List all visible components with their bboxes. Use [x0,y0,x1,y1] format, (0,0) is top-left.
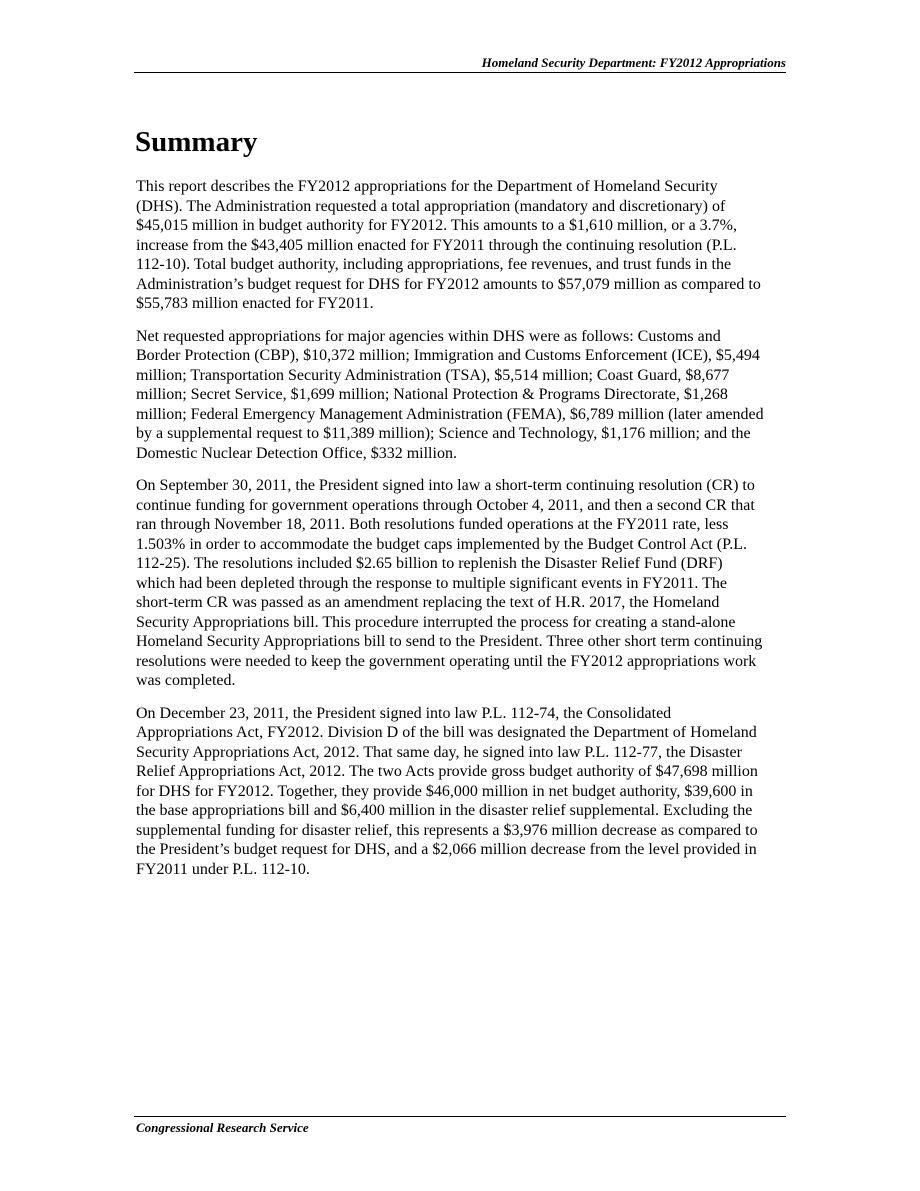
text-line: the base appropriations bill and $6,400 million in the disaster relief supplemental. Excluding the [136,802,753,819]
paragraph-enacted-appropriations [136,704,788,880]
text-line: $45,015 million in budget authority for FY2012. This amounts to a $1,610 million, or a 3.7%, [136,217,737,234]
text-line: FY2011 under P.L. 112-10. [136,860,310,878]
text-line: Relief Appropriations Act, 2012. The two Acts provide gross budget authority of $47,698 million [136,763,758,780]
paragraph-continuing-resolutions [136,476,788,691]
text-line: continue funding for government operations through October 4, 2011, and then a second CR that [136,496,755,514]
paragraph-agency-requests [136,327,788,464]
text-line: ran through November 18, 2011. Both resolutions funded operations at the FY2011 rate, less [136,516,729,533]
text-line: On September 30, 2011, the President signed into law a short-term continuing resolution (CR) to [136,477,755,494]
text-line: supplemental funding for disaster relief, this represents a $3,976 million decrease as compared to [136,821,758,839]
text-line: the President’s budget request for DHS, and a $2,066 million decrease from the level provided in [136,841,757,858]
text-line: (DHS). The Administration requested a total appropriation (mandatory and discretionary) of [136,197,726,215]
text-line: million; Federal Emergency Management Administration (FEMA), $6,789 million (later amended [136,405,764,423]
summary-body [136,177,788,892]
text-line: which had been depleted through the response to multiple significant events in FY2011. The [136,574,727,592]
header-rule [134,72,786,73]
text-line: Administration’s budget request for DHS for FY2012 amounts to $57,079 million as compared to [136,275,761,293]
text-line: Security Appropriations Act, 2012. That same day, he signed into law P.L. 112-77, the Disaster [136,743,742,761]
text-line: resolutions were needed to keep the government operating until the FY2012 appropriations work [136,652,757,670]
text-line: for DHS for FY2012. Together, they provide $46,000 million in net budget authority, $39,600 in [136,782,753,800]
text-line: Net requested appropriations for major agencies within DHS were as follows: Customs and [136,327,721,345]
text-line: by a supplemental request to $11,389 million); Science and Technology, $1,176 million; and the [136,425,751,442]
text-line: $55,783 million enacted for FY2011. [136,295,374,312]
text-line: 112-25). The resolutions included $2.65 billion to replenish the Disaster Relief Fund (DRF) [136,555,723,572]
text-line: Border Protection (CBP), $10,372 million; Immigration and Customs Enforcement (ICE), $5,494 [136,347,760,364]
text-line: million; Transportation Security Administration (TSA), $5,514 million; Coast Guard, $8,677 [136,366,730,384]
paragraph-budget-request [136,177,788,314]
text-line: 112-10). Total budget authority, including appropriations, fee revenues, and trust funds in the [136,256,732,273]
text-line: Appropriations Act, FY2012. Division D of the bill was designated the Department of Homeland [136,724,757,741]
text-line: Domestic Nuclear Detection Office, $332 million. [136,444,457,462]
text-line: million; Secret Service, $1,699 million; National Protection & Programs Directorate, $1,268 [136,386,728,403]
text-line: 1.503% in order to accommodate the budget caps implemented by the Budget Control Act (P.L. [136,535,747,553]
text-line: On December 23, 2011, the President signed into law P.L. 112-74, the Consolidated [136,704,672,722]
text-line: was completed. [136,672,236,689]
text-line: short-term CR was passed as an amendment replacing the text of H.R. 2017, the Homeland [136,594,720,611]
text-line: This report describes the FY2012 appropriations for the Department of Homeland Security [136,178,718,195]
footer-source: Congressional Research Service [136,1120,309,1135]
running-header: Homeland Security Department: FY2012 Appropriations [481,55,786,70]
text-line: increase from the $43,405 million enacted for FY2011 through the continuing resolution (P.L. [136,236,737,254]
text-line: Security Appropriations bill. This procedure interrupted the process for creating a stand-alone [136,613,736,631]
summary-heading: Summary [135,126,258,158]
text-line: Homeland Security Appropriations bill to send to the President. Three other short term continuing [136,633,763,650]
footer-rule [134,1116,786,1117]
